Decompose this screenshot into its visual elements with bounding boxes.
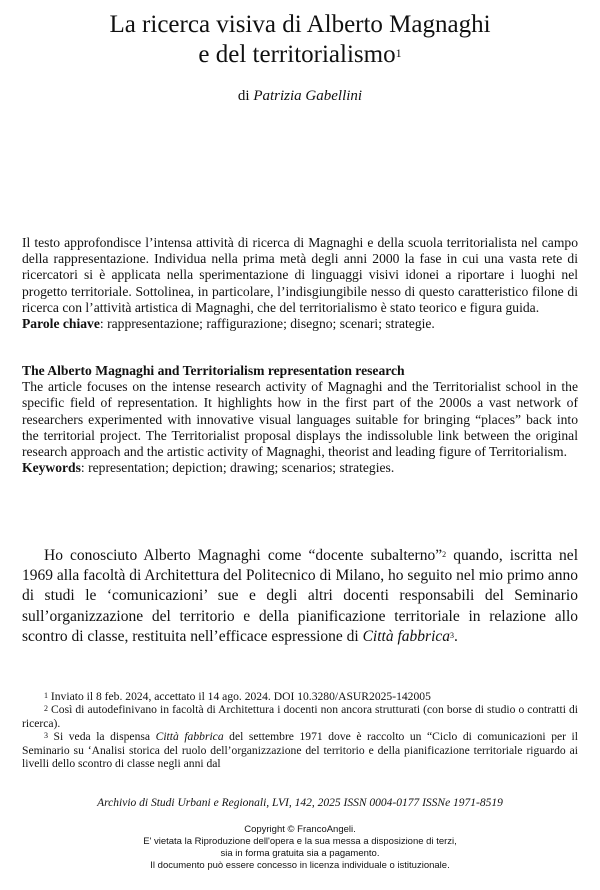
copyright-line-1: Copyright © FrancoAngeli. xyxy=(244,824,356,835)
body-paragraph xyxy=(22,546,578,647)
abstract-english-text: The article focuses on the intense research activity of Magnaghi and the Territorialist school in the specific field of representation. It highlights how in the first part of the 2000s a vast network of researchers experimented with innovative visual languages suitable for bringing “places” back into the territorial project. The Territorialist proposal displays the indissoluble link between the original research approach and the artistic activity of Magnaghi, theorist and leading figure of Territorialism. xyxy=(22,379,578,460)
title-line-2 xyxy=(0,40,600,70)
footnote-3-prefix: Si veda la dispensa xyxy=(48,730,156,744)
abstract-italian-text: Il testo approfondisce l’intensa attività di ricerca di Magnaghi e della scuola territorialista nel campo della rappresentazione. Individua nella prima metà degli anni 2000 la fase in cui una vasta rete di ricercatori si è applicata nella sperimentazione di linguaggi visivi idonei a riportare i luoghi nel progetto territoriale. Sottolinea, in particolare, l’indisgiungibile nesso di questo caratteristico filone di ricerca con l’attività artistica di Magnaghi, che del territorialismo è stato teorico e figura guida. xyxy=(22,235,578,315)
footnote-1-text: Inviato il 8 feb. 2024, accettato il 14 ago. 2024. DOI 10.3280/ASUR2025-142005 xyxy=(48,690,431,703)
abstract-italian xyxy=(22,235,578,332)
author-line xyxy=(0,88,600,105)
body-text-part-1: Ho conosciuto Alberto Magnaghi come “docente subalterno” xyxy=(44,547,443,564)
body-italic-title: Città fabbrica xyxy=(362,627,451,645)
abstract-english xyxy=(22,363,578,476)
article-title xyxy=(0,10,600,70)
footnote-2 xyxy=(22,703,578,730)
footnote-1-number: 1 xyxy=(44,691,48,700)
keywords-italian: : rappresentazione; raffigurazione; disegno; scenari; strategie. xyxy=(99,316,435,332)
footnote-3 xyxy=(22,730,578,770)
footnote-3-number: 3 xyxy=(44,731,48,741)
footnotes xyxy=(22,690,578,770)
footnote-1 xyxy=(22,690,578,703)
keywords-english: : representation; depiction; drawing; scenarios; strategies. xyxy=(80,460,395,476)
copyright-line-2: E' vietata la Riproduzione dell'opera e la sua messa a disposizione di terzi, xyxy=(143,836,457,847)
keywords-italian-label: Parole chiave xyxy=(22,316,100,332)
body-text-end: . xyxy=(454,627,458,645)
title-line-1: La ricerca visiva di Alberto Magnaghi xyxy=(109,11,491,38)
footnote-ref-2[interactable]: 2 xyxy=(442,550,447,559)
copyright-notice xyxy=(0,824,600,872)
footnote-2-text: Così di autodefinivano in facoltà di Architettura i docenti non ancora strutturati (con borse di studio o contratti di ricerca). xyxy=(22,703,578,730)
title-footnote-ref[interactable]: 1 xyxy=(395,46,402,60)
journal-citation: Archivio di Studi Urbani e Regionali, LVI, 142, 2025 ISSN 0004-0177 ISSNe 1971-8519 xyxy=(97,797,503,809)
title-line-2-text: e del territorialismo xyxy=(198,41,396,68)
footnote-ref-3[interactable]: 3 xyxy=(450,630,455,640)
footnote-3-italic: Città fabbrica xyxy=(155,730,224,744)
footnote-3-text: del settembre 1971 dove è raccolto un “Ciclo di comunicazioni per il Seminario su ‘Analisi storica del ruolo dell’organizzazione del territorio e della pianificazione territoriale riguardo ai livelli dello scontro di classe negli anni dal xyxy=(22,730,578,771)
author-name: Patrizia Gabellini xyxy=(253,88,363,104)
body-text-part-2: quando, iscritta nel 1969 alla facoltà di Architettura del Politecnico di Milano, ho seguito nel mio primo anno di studi le ‘comunicazioni’ sue e degli altri docenti responsabili del Seminario sull’organizzazione del territorio e della pianificazione territoriale in relazione allo scontro di classe, restituita nell’efficace espressione di xyxy=(22,547,578,645)
author-prefix: di xyxy=(237,88,250,104)
copyright-line-3: sia in forma gratuita sia a pagamento. xyxy=(220,848,380,859)
copyright-line-4: Il documento può essere concesso in licenza individuale o istituzionale. xyxy=(150,860,450,871)
keywords-english-label: Keywords xyxy=(22,460,81,476)
footnote-2-number: 2 xyxy=(44,704,48,714)
abstract-english-title: The Alberto Magnaghi and Territorialism representation research xyxy=(22,363,405,378)
